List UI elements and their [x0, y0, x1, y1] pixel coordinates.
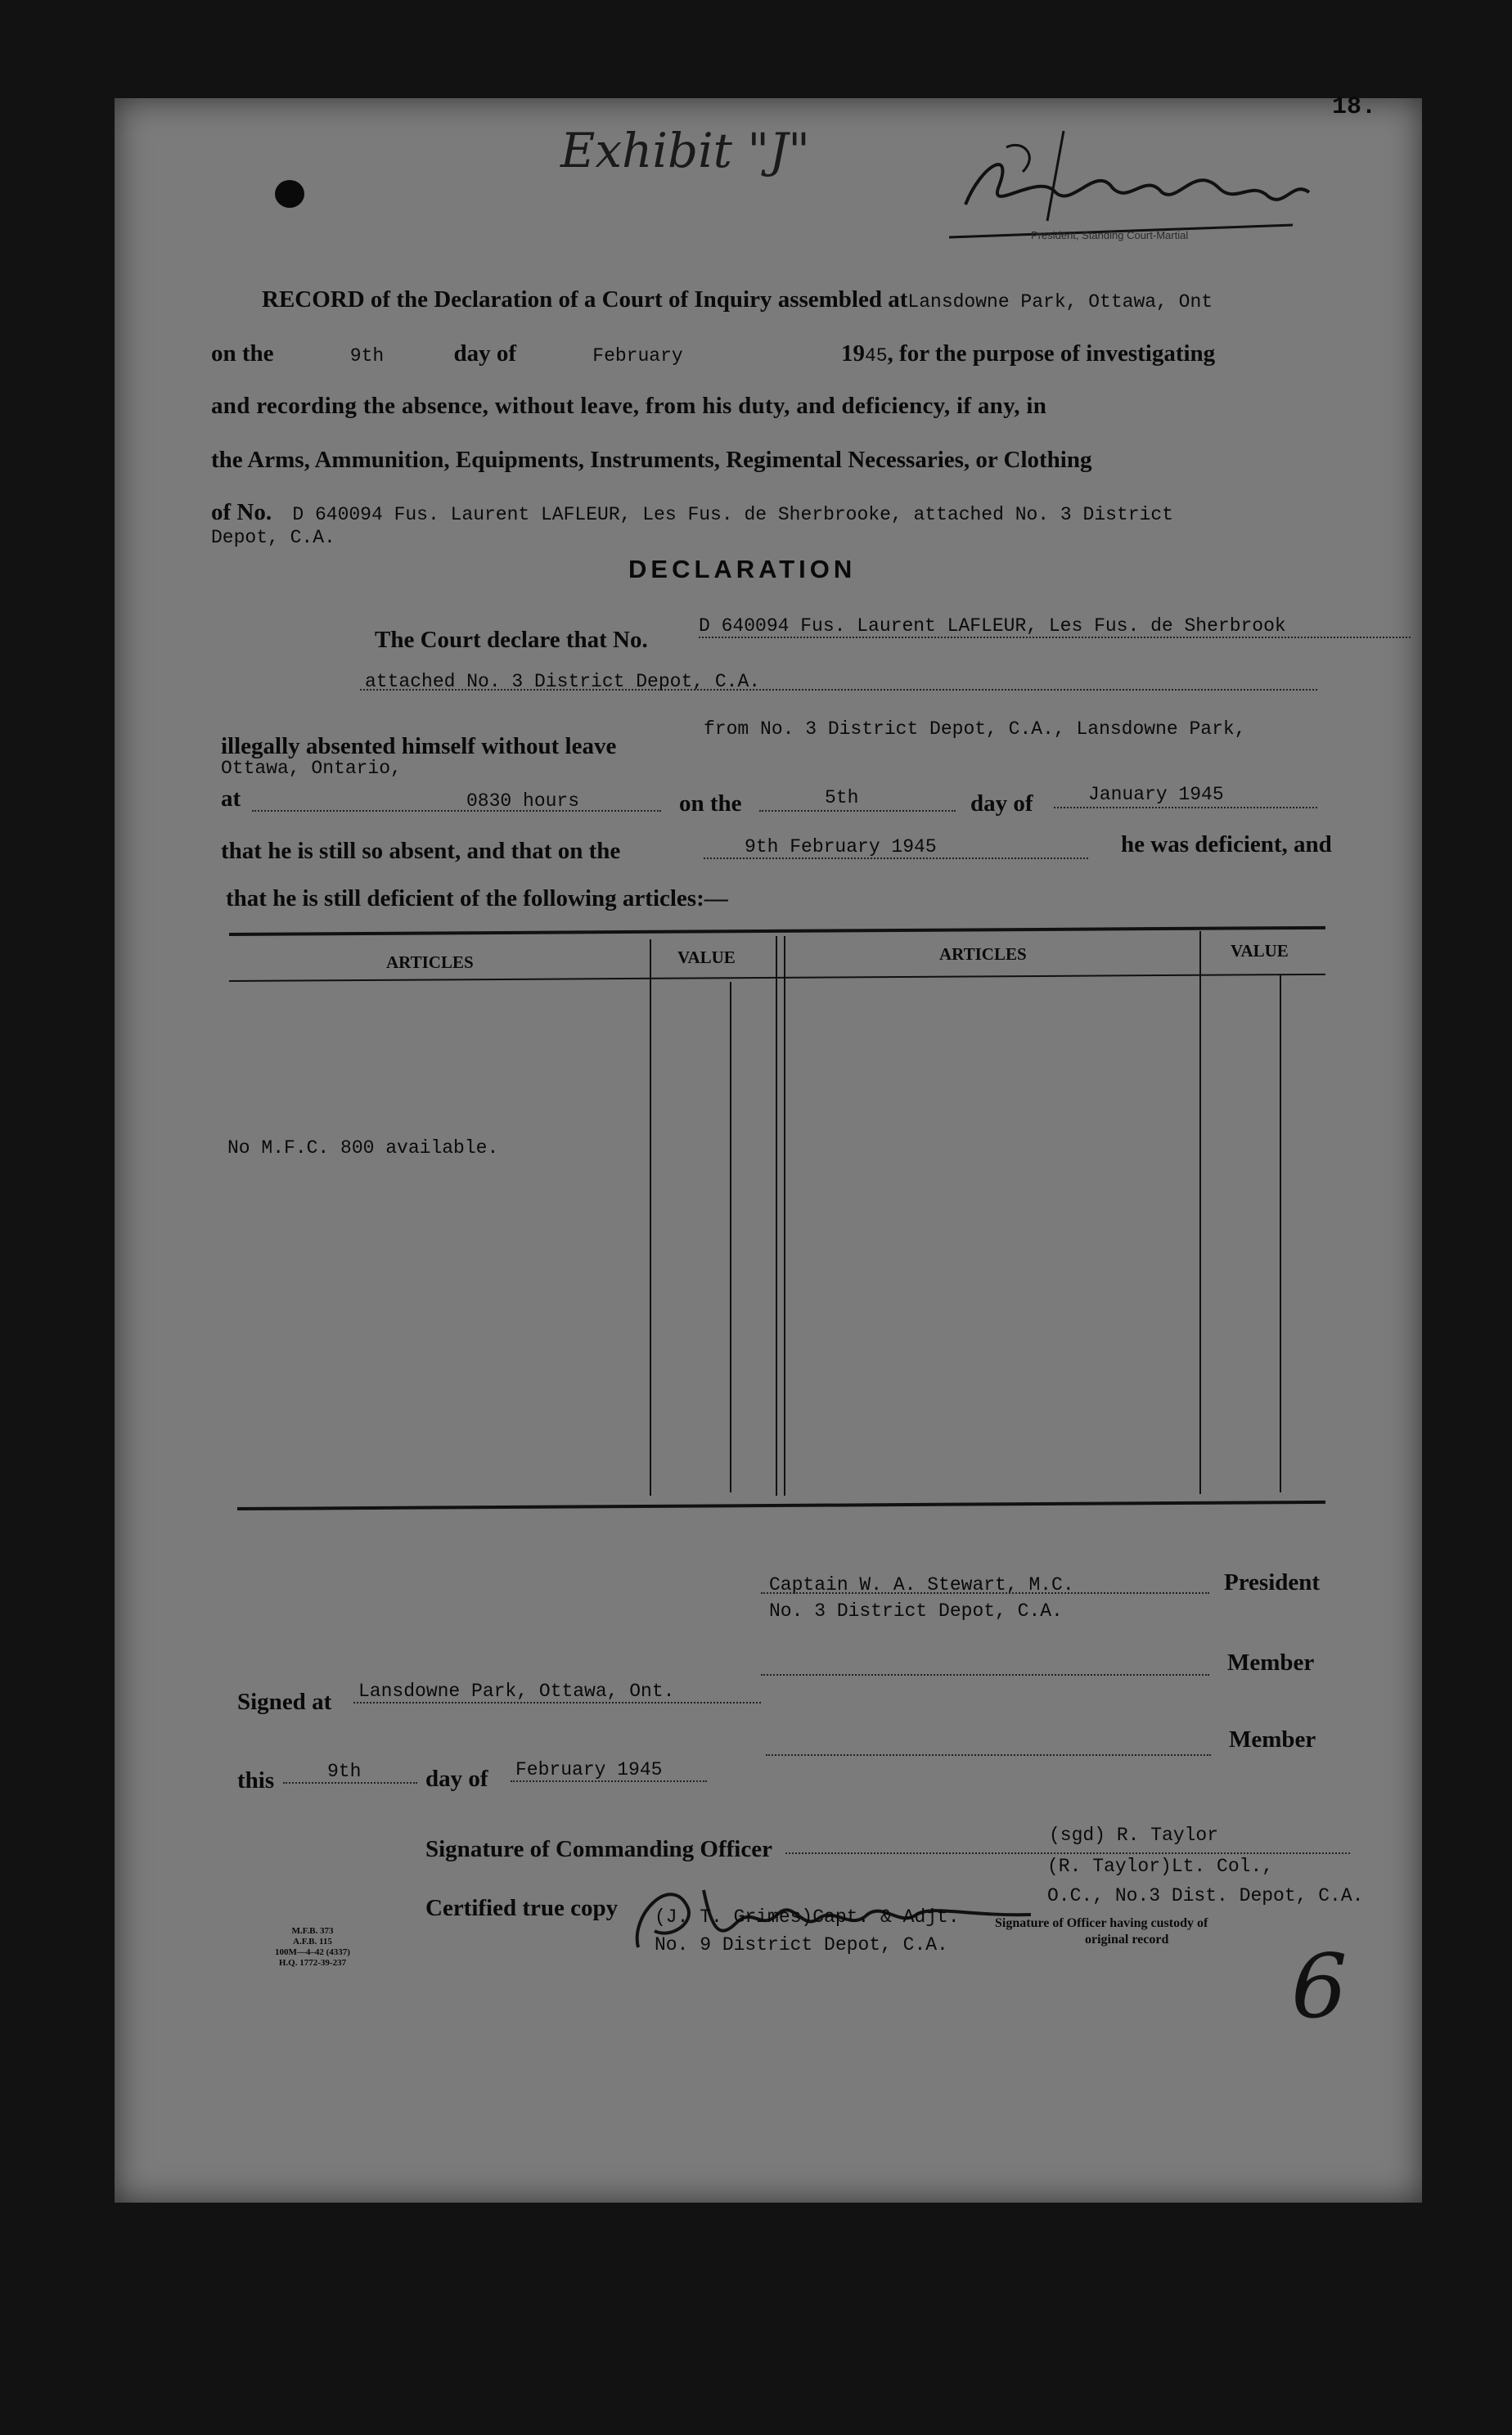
member-label-1: Member	[1227, 1650, 1315, 1676]
custody-label-1: Signature of Officer having custody of	[995, 1916, 1208, 1930]
co-title: O.C., No.3 Dist. Depot, C.A.	[1047, 1885, 1364, 1906]
form-code-2: A.F.B. 115	[293, 1937, 332, 1947]
signed-at-dotline	[353, 1702, 761, 1704]
co-sgd: (sgd) R. Taylor	[1049, 1825, 1219, 1846]
absence-day: 5th	[825, 787, 859, 808]
on-the-label-2: on the	[679, 790, 742, 817]
still-deficient-text: that he is still deficient of the following articles:—	[226, 885, 728, 911]
form-code-4: H.Q. 1772-39-237	[278, 1958, 347, 1968]
deficient-date: 9th February 1945	[745, 836, 937, 857]
soldier-line-1: D 640094 Fus. Laurent LAFLEUR, Les Fus. de Sherbrooke, attached No. 3 District	[292, 504, 1173, 525]
custody-label-2: original record	[1085, 1933, 1169, 1947]
co-dotline	[785, 1852, 1350, 1854]
co-name: (R. Taylor)Lt. Col.,	[1047, 1856, 1274, 1877]
member-2-dotline	[766, 1754, 1211, 1756]
still-absent-text: that he is still so absent, and that on the	[221, 838, 621, 864]
this-day-dotline	[283, 1782, 417, 1784]
day-of-label: day of	[453, 340, 517, 367]
president-label: President	[1224, 1569, 1321, 1596]
record-line-4: the Arms, Ammunition, Equipments, Instruments, Regimental Necessaries, or Clothing	[211, 447, 1092, 473]
certifier-unit: No. 9 District Depot, C.A.	[655, 1934, 948, 1956]
this-day: 9th	[327, 1761, 362, 1782]
deficient-dotline	[704, 857, 1088, 859]
president-dotline	[761, 1592, 1209, 1594]
certifier-name: (J. T. Grimes)Capt. & Adjt.	[655, 1906, 960, 1928]
time-dotline	[252, 810, 661, 812]
location-b: Ottawa, Ontario,	[221, 758, 402, 779]
absence-time: 0830 hours	[466, 790, 580, 812]
year-prefix: 19	[840, 340, 865, 367]
inquiry-place: Lansdowne Park, Ottawa, Ont	[907, 291, 1213, 313]
year-suffix: 45	[864, 345, 888, 367]
declaration-title: DECLARATION	[628, 555, 857, 583]
absence-month-year: January 1945	[1088, 784, 1224, 805]
president-unit: No. 3 District Depot, C.A.	[769, 1600, 1063, 1622]
col-line-1	[650, 939, 651, 1496]
document-sheet	[115, 93, 1422, 2203]
signed-at-label: Signed at	[237, 1689, 332, 1715]
col-header-value-2: VALUE	[1231, 941, 1289, 961]
declared-soldier-b: attached No. 3 District Depot, C.A.	[365, 671, 761, 692]
record-line-2	[211, 340, 1215, 367]
ink-blot	[275, 180, 304, 208]
this-month-dotline	[511, 1780, 707, 1782]
month-dotline	[1054, 807, 1317, 808]
record-line-5	[211, 499, 1173, 526]
col-line-3	[1199, 931, 1201, 1494]
soldier-line-2: Depot, C.A.	[211, 527, 335, 548]
inquiry-month: February	[592, 345, 683, 367]
form-code-3: 100M—4–42 (4337)	[275, 1947, 350, 1957]
was-deficient-text: he was deficient, and	[1121, 831, 1332, 857]
purpose-text: , for the purpose of investigating	[887, 340, 1216, 367]
member-label-2: Member	[1229, 1726, 1316, 1753]
on-the-label: on the	[211, 340, 274, 367]
co-label: Signature of Commanding Officer	[425, 1836, 772, 1862]
col-line-1b	[730, 982, 731, 1492]
col-line-2	[776, 936, 777, 1496]
col-line-2b	[784, 936, 785, 1496]
day-of-label-3: day of	[425, 1766, 488, 1792]
member-1-dotline	[761, 1674, 1209, 1676]
president-name: Captain W. A. Stewart, M.C.	[769, 1574, 1074, 1596]
declared-soldier-a: D 640094 Fus. Laurent LAFLEUR, Les Fus. de Sherbrook	[699, 615, 1411, 638]
certified-label: Certified true copy	[425, 1895, 619, 1921]
page-number: 18.	[1332, 93, 1377, 121]
exhibit-note: Exhibit "J"	[560, 123, 810, 178]
record-line-3: and recording the absence, without leave, from his duty, and deficiency, if any, in	[211, 393, 1047, 419]
president-caption: President, Standing Court-Martial	[1031, 229, 1189, 241]
record-line-1	[262, 286, 1213, 313]
record-prefix: RECORD of the Declaration of a Court of Inquiry assembled at	[262, 286, 908, 313]
day-dotline	[759, 810, 956, 812]
absent-from: from No. 3 District Depot, C.A., Lansdowne Park,	[704, 718, 1246, 740]
soldier-b-dotline	[360, 689, 1317, 691]
page-mark: 6	[1291, 1936, 1348, 2038]
president-signature	[949, 115, 1325, 245]
this-label: this	[237, 1767, 275, 1794]
col-header-articles-1: ARTICLES	[386, 952, 474, 972]
no-label: of No.	[211, 499, 272, 525]
col-line-3b	[1280, 975, 1281, 1492]
col-header-value-1: VALUE	[677, 947, 736, 967]
court-declare-label: The Court declare that No.	[375, 627, 648, 653]
at-label: at	[221, 785, 241, 812]
form-codes	[275, 1926, 350, 1969]
col-header-articles-2: ARTICLES	[939, 944, 1027, 964]
table-bottom-rule	[237, 1501, 1325, 1510]
day-of-label-2: day of	[970, 790, 1033, 817]
table-cell-article: No M.F.C. 800 available.	[227, 1137, 499, 1159]
form-code-1: M.F.B. 373	[291, 1926, 334, 1936]
this-month-year: February 1945	[515, 1759, 663, 1780]
table-top-rule	[229, 926, 1325, 936]
absent-text: illegally absented himself without leave	[221, 733, 617, 759]
signed-at-place: Lansdowne Park, Ottawa, Ont.	[358, 1681, 675, 1702]
inquiry-day: 9th	[349, 345, 385, 367]
